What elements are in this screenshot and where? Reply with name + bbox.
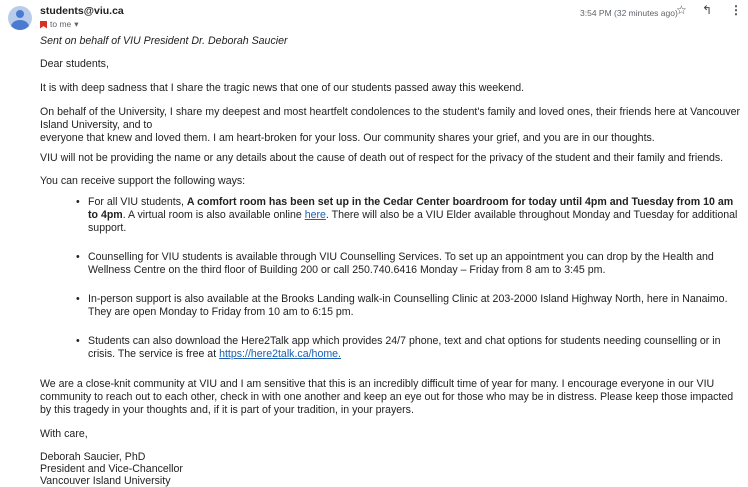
paragraph: You can receive support the following ways: (40, 175, 246, 187)
important-marker-icon[interactable] (40, 21, 47, 29)
recipient-details[interactable] (40, 18, 79, 31)
more-vert-icon[interactable]: ⋮ (730, 3, 742, 17)
list-item: • Counselling for VIU students is available through VIU Counselling Services. To set up an appointment you can drop by the Health and Wellness Centre on the third floor of Building 200 or call 250.740.6416 Monday – Friday from 8 am to 3:45 pm. (88, 251, 742, 277)
closing: With care, (40, 428, 88, 440)
paragraph: It is with deep sadness that I share the tragic news that one of our students passed away this weekend. (40, 82, 525, 94)
avatar[interactable] (8, 6, 32, 30)
chevron-down-icon[interactable]: ▾ (74, 19, 79, 29)
message-body (40, 35, 742, 487)
star-icon[interactable]: ☆ (676, 3, 687, 17)
timestamp: 3:54 PM (32 minutes ago) (580, 8, 678, 18)
paragraph: On behalf of the University, I share my deepest and most heartfelt condolences to the student's family and loved ones, their friends here at Vancouver Island University, and to everyone that knew and loved them. I am heart-broken for your loss. Our community shares your grief, and you are in our thoughts. (40, 106, 741, 144)
greeting: Dear students, (40, 58, 109, 70)
sent-on-behalf-note: Sent on behalf of VIU President Dr. Deborah Saucier (40, 35, 288, 47)
reply-icon[interactable]: ↰ (702, 3, 713, 17)
list-item: • For all VIU students, A comfort room has been set up in the Cedar Center boardroom for today until 4pm and Tuesday from 10 am to 4pm. A virtual room is also available online here. There will also be a VIU Elder available throughout Monday and Tuesday for additional support. (88, 196, 742, 235)
signature: Deborah Saucier, PhD President and Vice-Chancellor Vancouver Island University (40, 451, 183, 487)
paragraph: We are a close-knit community at VIU and I am sensitive that this is an incredibly difficult time of year for many. I encourage everyone in our VIU community to reach out to each other, check in with one another and keep an eye out for those who may be in distress. Please keep those impacted by this tragedy in your thoughts and, if it is part of your tradition, in your prayers. (40, 378, 734, 416)
list-item: • In-person support is also available at the Brooks Landing walk-in Counselling Clinic at 203-2000 Island Highway North, here in Nanaimo. They are open Monday to Friday from 10 am to 6:15 pm. (88, 293, 742, 319)
recipient-label: to me (50, 19, 72, 29)
paragraph: VIU will not be providing the name or any details about the cause of death out of respect for the privacy of the student and their family and friends. (40, 152, 724, 164)
sender-address: students@viu.ca (40, 5, 124, 17)
virtual-room-link[interactable]: here (304, 209, 326, 221)
list-item: • Students can also download the Here2Talk app which provides 24/7 phone, text and chat options for students needing counselling or in crisis. The service is free at https://here2talk.ca/home. (88, 335, 742, 361)
here2talk-link[interactable]: https://here2talk.ca/home. (219, 348, 341, 360)
